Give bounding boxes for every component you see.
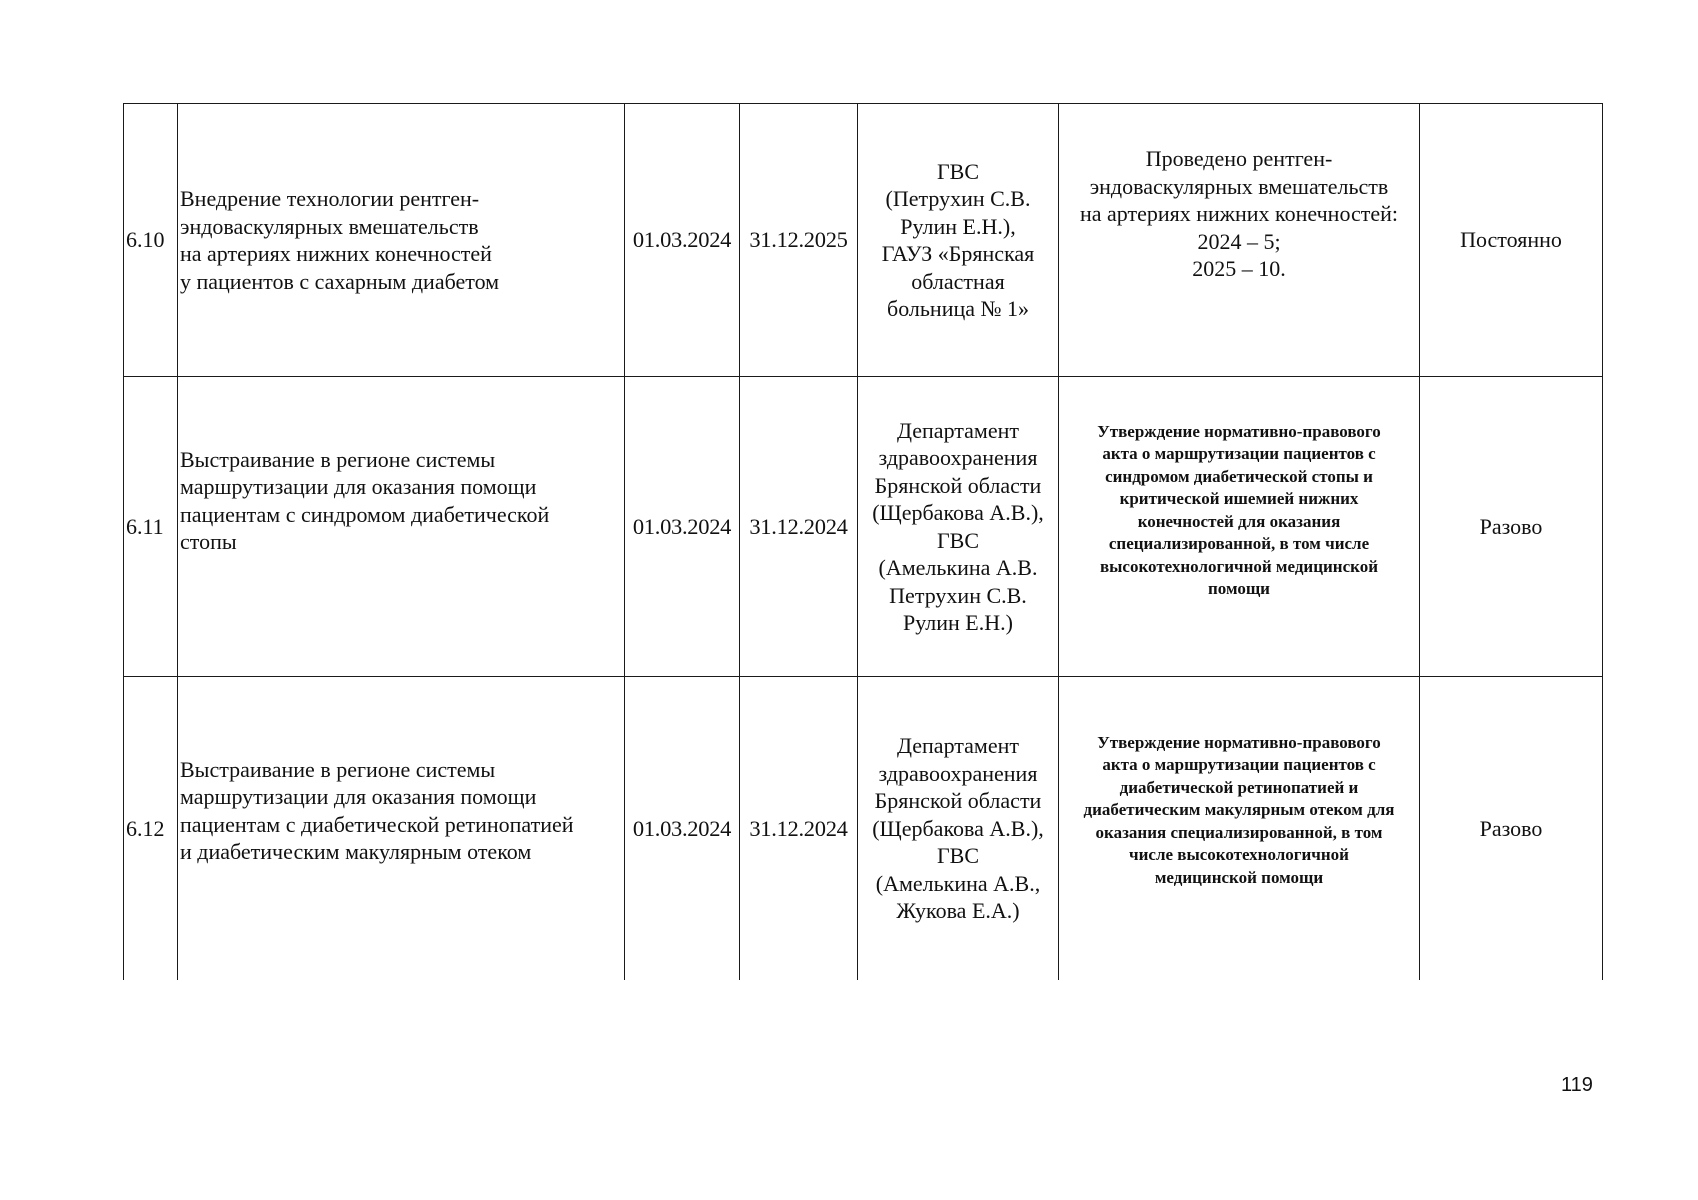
start-date: 01.03.2024 bbox=[625, 377, 740, 677]
end-date: 31.12.2025 bbox=[740, 104, 858, 377]
periodicity: Постоянно bbox=[1420, 104, 1603, 377]
expected-result: Утверждение нормативно-правового акта о маршрутизации пациентов с диабетической ретинопатией и диабетическим макулярным отеком для оказания специализированной, в том числе высокотехнологичной медицинской помощи bbox=[1059, 677, 1420, 980]
expected-result: Утверждение нормативно-правового акта о маршрутизации пациентов с синдромом диабетической стопы и критической ишемией нижних конечностей для оказания специализированной, в том числе высокотехнологичной медицинской помощи bbox=[1059, 377, 1420, 677]
executors: ГВС (Петрухин С.В. Рулин Е.Н.), ГАУЗ «Брянская областная больница № 1» bbox=[858, 104, 1059, 377]
activity-name: Внедрение технологии рентген- эндоваскулярных вмешательств на артериях нижних конечностей у пациентов с сахарным диабетом bbox=[178, 104, 625, 377]
activities-table bbox=[123, 103, 1603, 980]
table-row bbox=[124, 677, 1603, 980]
periodicity: Разово bbox=[1420, 377, 1603, 677]
table-row bbox=[124, 104, 1603, 377]
periodicity: Разово bbox=[1420, 677, 1603, 980]
expected-result: Проведено рентген- эндоваскулярных вмешательств на артериях нижних конечностей: 2024 – 5; 2025 – 10. bbox=[1059, 104, 1420, 377]
end-date: 31.12.2024 bbox=[740, 677, 858, 980]
end-date: 31.12.2024 bbox=[740, 377, 858, 677]
row-number: 6.12 bbox=[124, 677, 178, 980]
start-date: 01.03.2024 bbox=[625, 677, 740, 980]
activity-name: Выстраивание в регионе системы маршрутизации для оказания помощи пациентам с синдромом диабетической стопы bbox=[178, 377, 625, 677]
row-number: 6.11 bbox=[124, 377, 178, 677]
executors: Департамент здравоохранения Брянской области (Щербакова А.В.), ГВС (Амелькина А.В., Жукова Е.А.) bbox=[858, 677, 1059, 980]
table-row bbox=[124, 377, 1603, 677]
executors: Департамент здравоохранения Брянской области (Щербакова А.В.), ГВС (Амелькина А.В. Петрухин С.В. Рулин Е.Н.) bbox=[858, 377, 1059, 677]
start-date: 01.03.2024 bbox=[625, 104, 740, 377]
row-number: 6.10 bbox=[124, 104, 178, 377]
page-number: 119 bbox=[1561, 1074, 1593, 1096]
activity-name: Выстраивание в регионе системы маршрутизации для оказания помощи пациентам с диабетической ретинопатией и диабетическим макулярным отеком bbox=[178, 677, 625, 980]
